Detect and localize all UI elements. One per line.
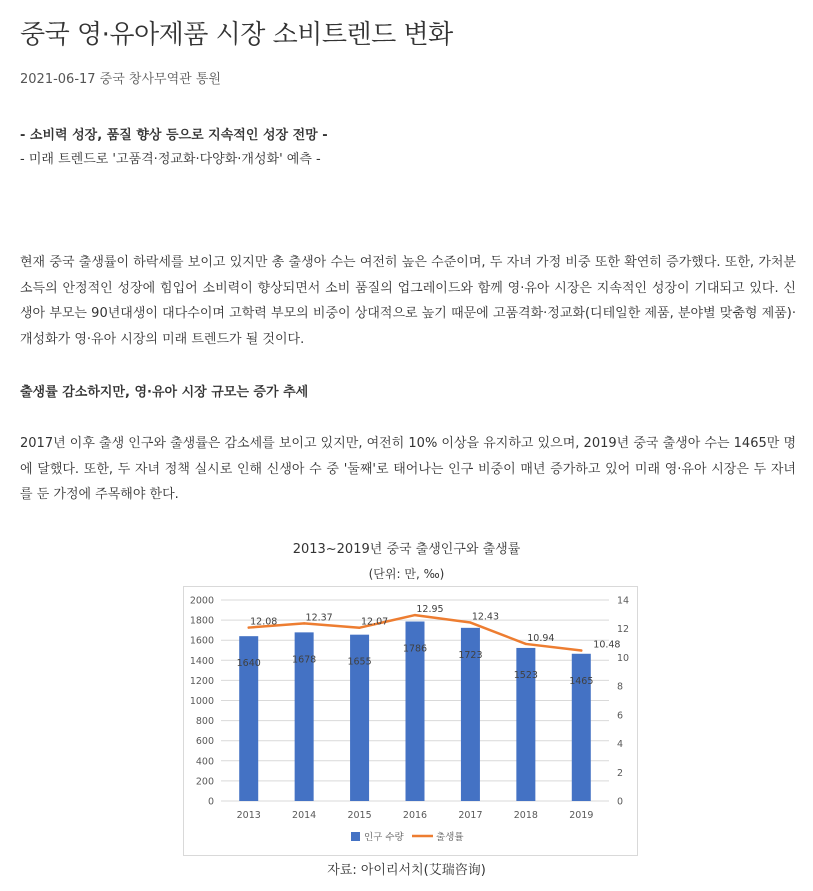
article-summary	[20, 124, 328, 172]
line-point-2019	[580, 649, 582, 651]
y-left-tick-label: 1800	[189, 615, 214, 627]
paragraph-2: 2017년 이후 출생 인구와 출생률은 감소세를 보이고 있지만, 여전히 10% 이상을 유지하고 있으며, 2019년 중국 출생아 수는 1465만 명에 달했다. 또한, 두 자녀 정책 실시로 인해 신생아 수 중 '둘째'로 태어나는 인구 비중이 매년 증가하고 있어 미래 영·유아 시장은 두 자녀를 둔 가정에 주목해야 한다.	[20, 436, 796, 502]
line-data-label: 12.07	[360, 616, 389, 628]
legend-label-bars: 인구 수량	[364, 832, 404, 843]
y-right-tick-label: 10	[617, 652, 630, 664]
legend-label-line: 출생률	[436, 832, 464, 843]
line-data-label: 12.95	[416, 604, 444, 616]
line-data-label: 10.48	[593, 639, 621, 651]
birth-chart	[184, 587, 637, 855]
y-right-tick-label: 0	[617, 796, 624, 808]
line-data-label: 12.43	[471, 611, 500, 623]
summary-line-2: - 미래 트렌드로 '고품격·정교화·다양화·개성화' 예측 -	[20, 152, 321, 167]
paragraph-1: 현재 중국 출생률이 하락세를 보이고 있지만 총 출생아 수는 여전히 높은 수준이며, 두 자녀 가정 비중 또한 확연히 증가했다. 또한, 가처분소득의 안정적인 성장에 힘입어 소비력이 향상되면서 소비 품질의 업그레이드와 함께 영·유아 시장은 지속적인 성장이 기대되고 있다. 신생아 부모는 90년대생이 대다수이며 고학력 부모의 비중이 상대적으로 높기 때문에 고품격화·정교화(디테일한 제품, 분야별 맞춤형 제품)·개성화가 영·유아 시장의 미래 트렌드가 될 것이다.	[20, 255, 796, 347]
y-left-tick-label: 1400	[189, 655, 214, 667]
legend-swatch-bars	[351, 832, 360, 841]
chart-caption: 2013~2019년 중국 출생인구와 출생률	[292, 542, 521, 557]
line-data-label: 12.08	[250, 616, 278, 628]
x-tick-label: 2018	[513, 810, 538, 821]
y-right-tick-label: 12	[617, 624, 630, 636]
y-left-tick-label: 400	[195, 756, 214, 768]
chart-frame	[183, 586, 638, 856]
bar-data-label: 1655	[347, 656, 372, 668]
x-tick-label: 2015	[347, 810, 372, 821]
y-right-tick-label: 2	[617, 767, 624, 779]
bar-data-label: 1723	[458, 649, 483, 661]
article-title: 중국 영·유아제품 시장 소비트렌드 변화	[20, 20, 453, 50]
y-right-tick-label: 6	[617, 710, 624, 722]
y-left-tick-label: 1200	[189, 675, 214, 687]
bar-data-label: 1678	[292, 654, 317, 666]
y-right-tick-label: 14	[617, 595, 630, 607]
y-left-tick-label: 2000	[189, 595, 214, 607]
line-data-label: 10.94	[527, 632, 555, 644]
x-tick-label: 2017	[458, 810, 483, 821]
y-left-tick-label: 1000	[189, 696, 214, 707]
article-meta: 2021-06-17 중국 창사무역관 통원	[20, 72, 221, 87]
bar-data-label: 1523	[513, 669, 538, 681]
summary-line-1: - 소비력 성장, 품질 향상 등으로 지속적인 성장 전망 -	[20, 128, 328, 143]
bar-data-label: 1786	[402, 643, 428, 655]
y-left-tick-label: 0	[207, 796, 214, 808]
y-right-tick-label: 4	[617, 739, 624, 751]
y-right-tick-label: 8	[617, 681, 624, 693]
chart-source: 자료: 아이리서치(艾瑞咨询)	[327, 863, 486, 878]
x-tick-label: 2016	[402, 810, 428, 821]
y-left-tick-label: 200	[195, 776, 214, 788]
line-data-label: 12.37	[305, 612, 333, 624]
bar-data-label: 1465	[569, 675, 594, 687]
section-heading: 출생률 감소하지만, 영·유아 시장 규모는 증가 추세	[20, 385, 309, 400]
y-left-tick-label: 1600	[189, 635, 214, 647]
y-left-tick-label: 800	[195, 716, 214, 728]
x-tick-label: 2014	[292, 810, 317, 821]
chart-unit: (단위: 만, ‰)	[368, 567, 445, 581]
y-left-tick-label: 600	[195, 736, 214, 748]
x-tick-label: 2019	[569, 810, 594, 821]
x-tick-label: 2013	[236, 810, 261, 821]
bar-data-label: 1640	[236, 658, 261, 670]
